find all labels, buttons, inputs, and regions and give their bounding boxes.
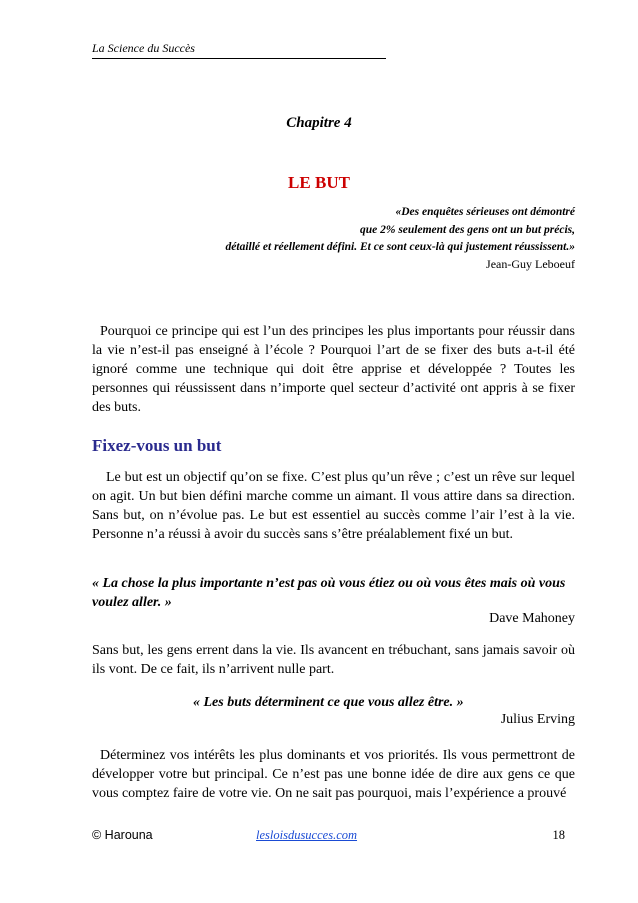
chapter-title: LE BUT	[288, 173, 350, 192]
intro-paragraph: Pourquoi ce principe qui est l’un des principes les plus importants pour réussir dans la vie n’est-il pas enseigné à l’école ? Pourquoi l’art de se fixer des buts a-t-il été ignoré comme une technique qui doit être apprise et développée ? Toutes les personnes qui réussissent dans n’importe quel secteur d’activité ont appris à se fixer des buts.	[92, 324, 575, 415]
chapter-number: Chapitre 4	[286, 115, 352, 131]
quote: « Les buts déterminent ce que vous allez être. »	[193, 695, 464, 710]
page-number: 18	[552, 828, 565, 842]
footer-copyright: © Harouna	[92, 828, 153, 842]
footer-link[interactable]: lesloisdusucces.com	[256, 828, 358, 842]
epigraph-line: détaillé et réellement défini. Et ce sont ceux-là qui justement réussissent.»	[225, 241, 575, 253]
epigraph-line: «Des enquêtes sérieuses ont démontré	[395, 206, 575, 218]
running-header: La Science du Succès	[92, 41, 195, 55]
epigraph-author: Jean-Guy Leboeuf	[486, 257, 575, 271]
body-paragraph: Déterminez vos intérêts les plus dominants et vos priorités. Ils vous permettront de développer votre but principal. Ce n’est pas une bonne idée de dire aux gens ce que vous comptez faire de votre vie. On ne sait pas pourquoi, mais l’expérience a prouvé	[92, 748, 575, 801]
body-paragraph: Sans but, les gens errent dans la vie. Ils avancent en trébuchant, sans jamais savoir où ils vont. De ce fait, ils n’arrivent nulle part.	[92, 643, 575, 677]
epigraph-line: que 2% seulement des gens ont un but précis,	[359, 224, 575, 236]
body-paragraph: Le but est un objectif qu’on se fixe. C’est plus qu’un rêve ; c’est un rêve sur lequel on agit. Un but bien défini marche comme un aimant. Il vous attire dans sa direction. Sans but, on n’évolue pas. Le but est essentiel au succès comme l’air l’est à la vie. Personne n’a réussi à avoir du succès sans s’être préalablement fixé un but.	[92, 470, 575, 542]
section-heading: Fixez-vous un but	[92, 436, 222, 455]
quote-author: Julius Erving	[500, 712, 575, 727]
header-divider	[92, 58, 386, 59]
quote: « La chose la plus importante n’est pas où vous étiez ou où vous êtes mais où vous voulez aller. »	[92, 576, 566, 610]
quote-author: Dave Mahoney	[489, 611, 575, 626]
